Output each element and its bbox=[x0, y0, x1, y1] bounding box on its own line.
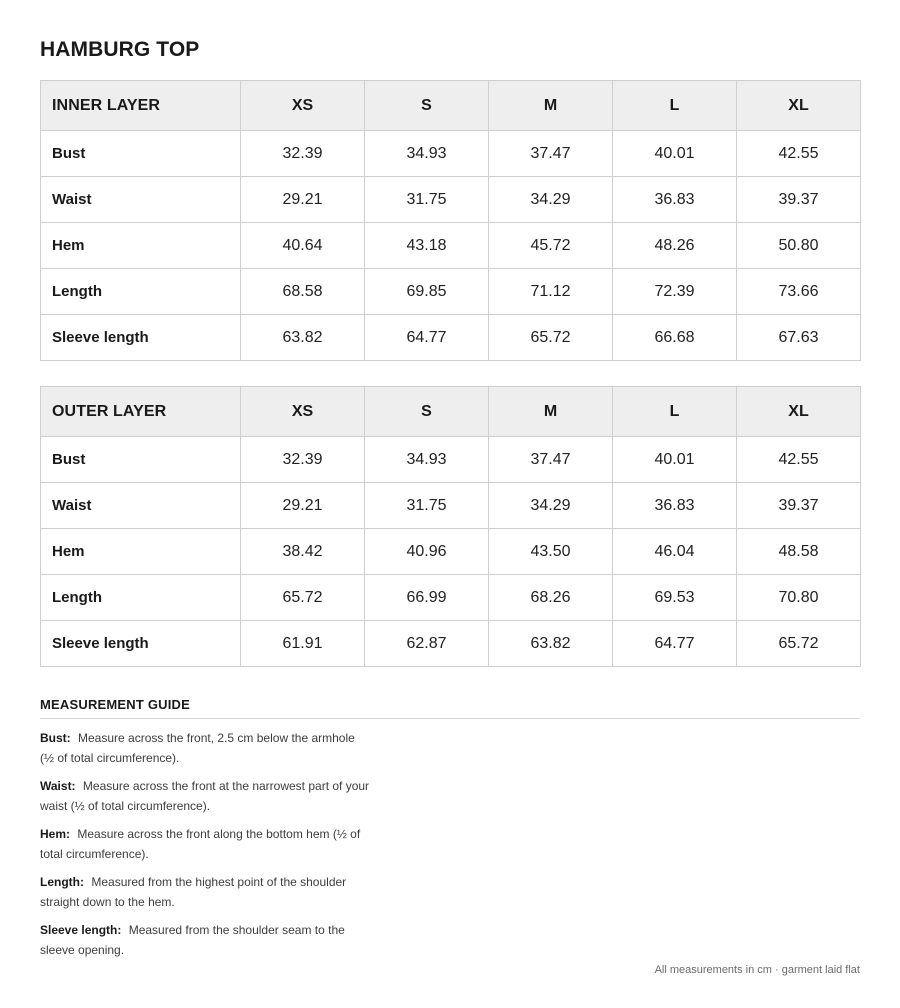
measurement-guide-list bbox=[40, 728, 370, 960]
table-cell: 29.21 bbox=[241, 483, 365, 529]
size-header-xs: XS bbox=[241, 387, 365, 437]
guide-text: Measured from the shoulder seam to the sleeve opening. bbox=[40, 923, 345, 957]
table-cell: 29.21 bbox=[241, 177, 365, 223]
table-cell: 34.93 bbox=[365, 437, 489, 483]
inner-layer-size-table bbox=[40, 80, 861, 361]
table-cell: 38.42 bbox=[241, 529, 365, 575]
size-header-l: L bbox=[613, 387, 737, 437]
table-cell: 43.18 bbox=[365, 223, 489, 269]
table-cell: 32.39 bbox=[241, 131, 365, 177]
measurement-guide bbox=[40, 697, 860, 968]
guide-text: Measure across the front at the narrowest part of your waist (½ of total circumference). bbox=[40, 779, 370, 813]
table-cell: 39.37 bbox=[737, 177, 861, 223]
row-label: Waist bbox=[41, 177, 241, 223]
guide-term: Length: bbox=[40, 875, 84, 889]
guide-term: Waist: bbox=[40, 779, 76, 793]
guide-text: Measured from the highest point of the shoulder straight down to the hem. bbox=[40, 875, 347, 909]
table-cell: 34.93 bbox=[365, 131, 489, 177]
table-cell: 68.26 bbox=[489, 575, 613, 621]
guide-text: Measure across the front along the bottom hem (½ of total circumference). bbox=[40, 827, 361, 861]
table-cell: 36.83 bbox=[613, 483, 737, 529]
inner-layer-heading: INNER LAYER bbox=[41, 81, 241, 131]
table-cell: 65.72 bbox=[489, 315, 613, 361]
row-label: Hem bbox=[41, 529, 241, 575]
table-row bbox=[41, 437, 861, 483]
table-cell: 40.96 bbox=[365, 529, 489, 575]
table-header-row bbox=[41, 387, 861, 437]
table-cell: 71.12 bbox=[489, 269, 613, 315]
table-cell: 42.55 bbox=[737, 437, 861, 483]
table-cell: 32.39 bbox=[241, 437, 365, 483]
table-cell: 48.26 bbox=[613, 223, 737, 269]
table-cell: 73.66 bbox=[737, 269, 861, 315]
table-cell: 45.72 bbox=[489, 223, 613, 269]
table-row bbox=[41, 483, 861, 529]
row-label: Bust bbox=[41, 131, 241, 177]
table-cell: 65.72 bbox=[737, 621, 861, 667]
guide-item-sleeve-length bbox=[40, 920, 370, 960]
table-cell: 67.63 bbox=[737, 315, 861, 361]
guide-item-bust bbox=[40, 728, 370, 768]
size-header-xl: XL bbox=[737, 387, 861, 437]
guide-text: Measure across the front, 2.5 cm below the armhole (½ of total circumference). bbox=[40, 731, 355, 765]
table-cell: 37.47 bbox=[489, 131, 613, 177]
table-cell: 42.55 bbox=[737, 131, 861, 177]
table-row bbox=[41, 529, 861, 575]
table-row bbox=[41, 575, 861, 621]
table-cell: 50.80 bbox=[737, 223, 861, 269]
outer-layer-size-table bbox=[40, 386, 861, 667]
size-header-xl: XL bbox=[737, 81, 861, 131]
row-label: Hem bbox=[41, 223, 241, 269]
table-row bbox=[41, 315, 861, 361]
size-header-xs: XS bbox=[241, 81, 365, 131]
table-cell: 63.82 bbox=[489, 621, 613, 667]
size-header-m: M bbox=[489, 387, 613, 437]
table-cell: 48.58 bbox=[737, 529, 861, 575]
guide-term: Sleeve length: bbox=[40, 923, 122, 937]
table-cell: 61.91 bbox=[241, 621, 365, 667]
table-cell: 40.01 bbox=[613, 437, 737, 483]
row-label: Sleeve length bbox=[41, 315, 241, 361]
size-header-s: S bbox=[365, 81, 489, 131]
table-row bbox=[41, 177, 861, 223]
table-header-row bbox=[41, 81, 861, 131]
table-row bbox=[41, 269, 861, 315]
table-cell: 31.75 bbox=[365, 483, 489, 529]
table-cell: 65.72 bbox=[241, 575, 365, 621]
table-row bbox=[41, 223, 861, 269]
guide-item-waist bbox=[40, 776, 370, 816]
size-header-l: L bbox=[613, 81, 737, 131]
row-label: Length bbox=[41, 269, 241, 315]
table-cell: 68.58 bbox=[241, 269, 365, 315]
table-cell: 39.37 bbox=[737, 483, 861, 529]
table-cell: 63.82 bbox=[241, 315, 365, 361]
table-cell: 69.53 bbox=[613, 575, 737, 621]
table-cell: 66.99 bbox=[365, 575, 489, 621]
size-header-m: M bbox=[489, 81, 613, 131]
page-title: HAMBURG TOP bbox=[40, 38, 200, 61]
table-cell: 69.85 bbox=[365, 269, 489, 315]
row-label: Waist bbox=[41, 483, 241, 529]
table-cell: 34.29 bbox=[489, 177, 613, 223]
row-label: Bust bbox=[41, 437, 241, 483]
table-cell: 72.39 bbox=[613, 269, 737, 315]
table-cell: 40.64 bbox=[241, 223, 365, 269]
table-cell: 36.83 bbox=[613, 177, 737, 223]
table-cell: 62.87 bbox=[365, 621, 489, 667]
table-cell: 31.75 bbox=[365, 177, 489, 223]
table-cell: 64.77 bbox=[613, 621, 737, 667]
row-label: Length bbox=[41, 575, 241, 621]
measurement-guide-heading: MEASUREMENT GUIDE bbox=[40, 697, 860, 719]
table-cell: 46.04 bbox=[613, 529, 737, 575]
table-cell: 70.80 bbox=[737, 575, 861, 621]
table-cell: 34.29 bbox=[489, 483, 613, 529]
table-cell: 66.68 bbox=[613, 315, 737, 361]
guide-term: Hem: bbox=[40, 827, 71, 841]
table-cell: 43.50 bbox=[489, 529, 613, 575]
outer-layer-heading: OUTER LAYER bbox=[41, 387, 241, 437]
table-row bbox=[41, 621, 861, 667]
guide-item-hem bbox=[40, 824, 370, 864]
table-cell: 40.01 bbox=[613, 131, 737, 177]
table-row bbox=[41, 131, 861, 177]
table-cell: 37.47 bbox=[489, 437, 613, 483]
guide-term: Bust: bbox=[40, 731, 71, 745]
guide-item-length bbox=[40, 872, 370, 912]
measurement-footnote: All measurements in cm · garment laid flat bbox=[654, 964, 860, 976]
table-cell: 64.77 bbox=[365, 315, 489, 361]
size-header-s: S bbox=[365, 387, 489, 437]
row-label: Sleeve length bbox=[41, 621, 241, 667]
